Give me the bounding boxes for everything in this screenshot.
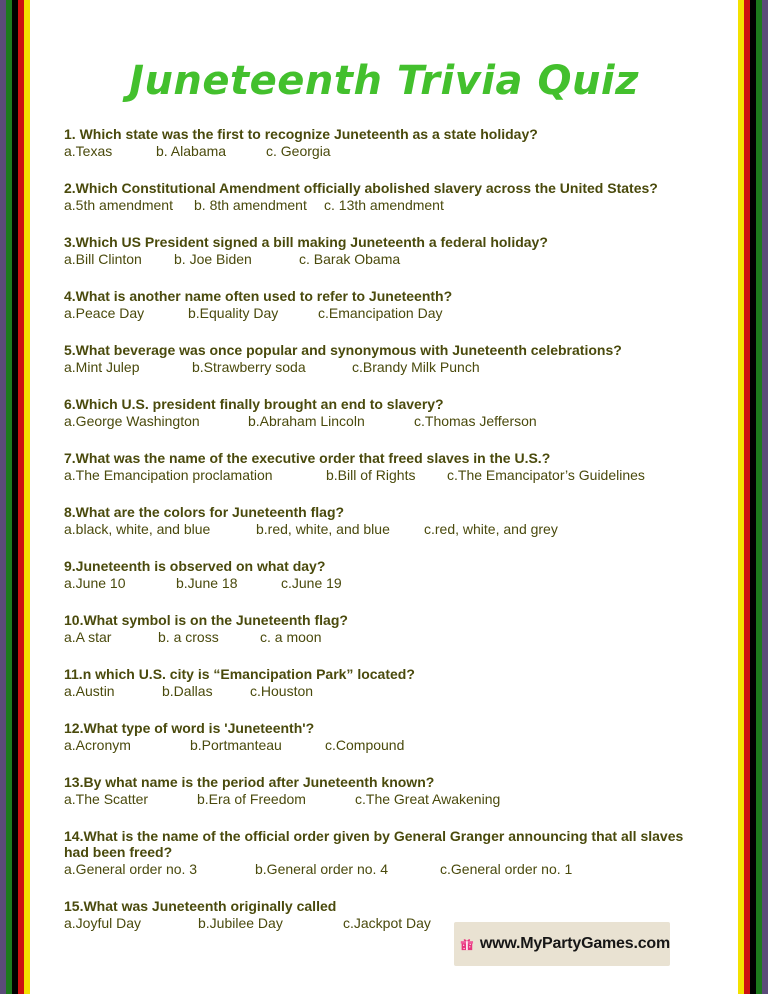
question-item bbox=[64, 342, 710, 376]
answer-options bbox=[64, 304, 710, 322]
answer-options bbox=[64, 682, 710, 700]
answer-option: b.red, white, and blue bbox=[256, 521, 390, 537]
page-title: Juneteenth Trivia Quiz bbox=[129, 58, 639, 104]
answer-option: c. 13th amendment bbox=[324, 197, 444, 213]
answer-options bbox=[64, 412, 710, 430]
answer-option: a.General order no. 3 bbox=[64, 861, 198, 877]
answer-options bbox=[64, 574, 710, 592]
question-item bbox=[64, 180, 710, 214]
answer-option: a.George Washington bbox=[64, 413, 200, 429]
question-text: 15.What was Juneteenth originally called bbox=[64, 898, 337, 914]
answer-option: c. Georgia bbox=[266, 143, 331, 159]
answer-option: c.Brandy Milk Punch bbox=[352, 359, 480, 375]
question-text: 11.n which U.S. city is “Emancipation Park” located? bbox=[64, 666, 415, 682]
answer-option: b. Joe Biden bbox=[174, 251, 252, 267]
answer-option: b.Strawberry soda bbox=[192, 359, 306, 375]
gift-box-icon bbox=[460, 927, 474, 961]
answer-option: c.General order no. 1 bbox=[440, 861, 573, 877]
question-text: 5.What beverage was once popular and synonymous with Juneteenth celebrations? bbox=[64, 342, 622, 358]
answer-option: b.Dallas bbox=[162, 683, 213, 699]
answer-option: a.The Scatter bbox=[64, 791, 149, 807]
question-item bbox=[64, 288, 710, 322]
question-item bbox=[64, 612, 710, 646]
question-text: 2.Which Constitutional Amendment officially abolished slavery across the United States? bbox=[64, 180, 658, 196]
answer-option: b. a cross bbox=[158, 629, 219, 645]
border-stripe bbox=[24, 0, 30, 994]
question-text: 7.What was the name of the executive order that freed slaves in the U.S.? bbox=[64, 450, 551, 466]
answer-option: b.June 18 bbox=[176, 575, 238, 591]
answer-option: a.The Emancipation proclamation bbox=[64, 467, 273, 483]
answer-option: b.Bill of Rights bbox=[326, 467, 416, 483]
answer-option: c.red, white, and grey bbox=[424, 521, 558, 537]
answer-option: c.Compound bbox=[325, 737, 405, 753]
answer-option: a.Joyful Day bbox=[64, 915, 142, 931]
answer-option: b.Jubilee Day bbox=[198, 915, 283, 931]
border-stripe bbox=[762, 0, 768, 994]
question-item bbox=[64, 558, 710, 592]
answer-option: a.black, white, and blue bbox=[64, 521, 211, 537]
right-border-stripes bbox=[738, 0, 768, 994]
question-item bbox=[64, 234, 710, 268]
answer-option: c.Jackpot Day bbox=[343, 915, 431, 931]
answer-options bbox=[64, 250, 710, 268]
answer-option: b.General order no. 4 bbox=[255, 861, 389, 877]
question-text: 8.What are the colors for Juneteenth flag? bbox=[64, 504, 345, 520]
answer-option: c.Emancipation Day bbox=[318, 305, 443, 321]
answer-option: c. Barak Obama bbox=[299, 251, 401, 267]
question-text: 4.What is another name often used to refer to Juneteenth? bbox=[64, 288, 453, 304]
question-item bbox=[64, 126, 710, 160]
question-text: 12.What type of word is 'Juneteenth'? bbox=[64, 720, 315, 736]
left-border-stripes bbox=[0, 0, 30, 994]
answer-option: a.Bill Clinton bbox=[64, 251, 142, 267]
answer-options bbox=[64, 790, 710, 808]
answer-option: a.Texas bbox=[64, 143, 113, 159]
answer-option: c.Thomas Jefferson bbox=[414, 413, 537, 429]
site-logo[interactable] bbox=[454, 922, 670, 966]
question-text: 14.What is the name of the official order given by General Granger announcing that all slaves had been freed? bbox=[64, 828, 684, 860]
question-item bbox=[64, 774, 710, 808]
answer-options bbox=[64, 860, 710, 878]
answer-option: a.Peace Day bbox=[64, 305, 145, 321]
answer-option: c.The Great Awakening bbox=[355, 791, 501, 807]
answer-option: b.Equality Day bbox=[188, 305, 279, 321]
answer-options bbox=[64, 520, 710, 538]
answer-option: c.Houston bbox=[250, 683, 314, 699]
answer-option: b.Era of Freedom bbox=[197, 791, 306, 807]
answer-option: c.The Emancipator’s Guidelines bbox=[447, 467, 645, 483]
answer-options bbox=[64, 196, 710, 214]
answer-option: b. Alabama bbox=[156, 143, 227, 159]
answer-option: b.Portmanteau bbox=[190, 737, 282, 753]
question-item bbox=[64, 396, 710, 430]
answer-option: a.Acronym bbox=[64, 737, 131, 753]
answer-options bbox=[64, 358, 710, 376]
quiz-page bbox=[38, 0, 730, 994]
answer-options bbox=[64, 628, 710, 646]
question-item bbox=[64, 666, 710, 700]
question-text: 9.Juneteenth is observed on what day? bbox=[64, 558, 326, 574]
question-item bbox=[64, 828, 710, 878]
question-list bbox=[64, 126, 710, 952]
question-text: 3.Which US President signed a bill making Juneteenth a federal holiday? bbox=[64, 234, 548, 250]
answer-option: a.A star bbox=[64, 629, 112, 645]
answer-option: b. 8th amendment bbox=[194, 197, 307, 213]
question-item bbox=[64, 720, 710, 754]
question-text: 10.What symbol is on the Juneteenth flag? bbox=[64, 612, 348, 628]
answer-option: a.Mint Julep bbox=[64, 359, 140, 375]
question-item bbox=[64, 450, 710, 484]
question-text: 1. Which state was the first to recognize Juneteenth as a state holiday? bbox=[64, 126, 538, 142]
answer-option: a.5th amendment bbox=[64, 197, 173, 213]
answer-option: a.June 10 bbox=[64, 575, 126, 591]
answer-option: c.June 19 bbox=[281, 575, 342, 591]
answer-option: b.Abraham Lincoln bbox=[248, 413, 365, 429]
question-text: 13.By what name is the period after Juneteenth known? bbox=[64, 774, 435, 790]
answer-options bbox=[64, 736, 710, 754]
answer-option: a.Austin bbox=[64, 683, 115, 699]
answer-option: c. a moon bbox=[260, 629, 322, 645]
logo-text: www.MyPartyGames.com bbox=[479, 935, 670, 952]
answer-options bbox=[64, 142, 710, 160]
question-text: 6.Which U.S. president finally brought an end to slavery? bbox=[64, 396, 444, 412]
answer-options bbox=[64, 466, 710, 484]
question-item bbox=[64, 504, 710, 538]
